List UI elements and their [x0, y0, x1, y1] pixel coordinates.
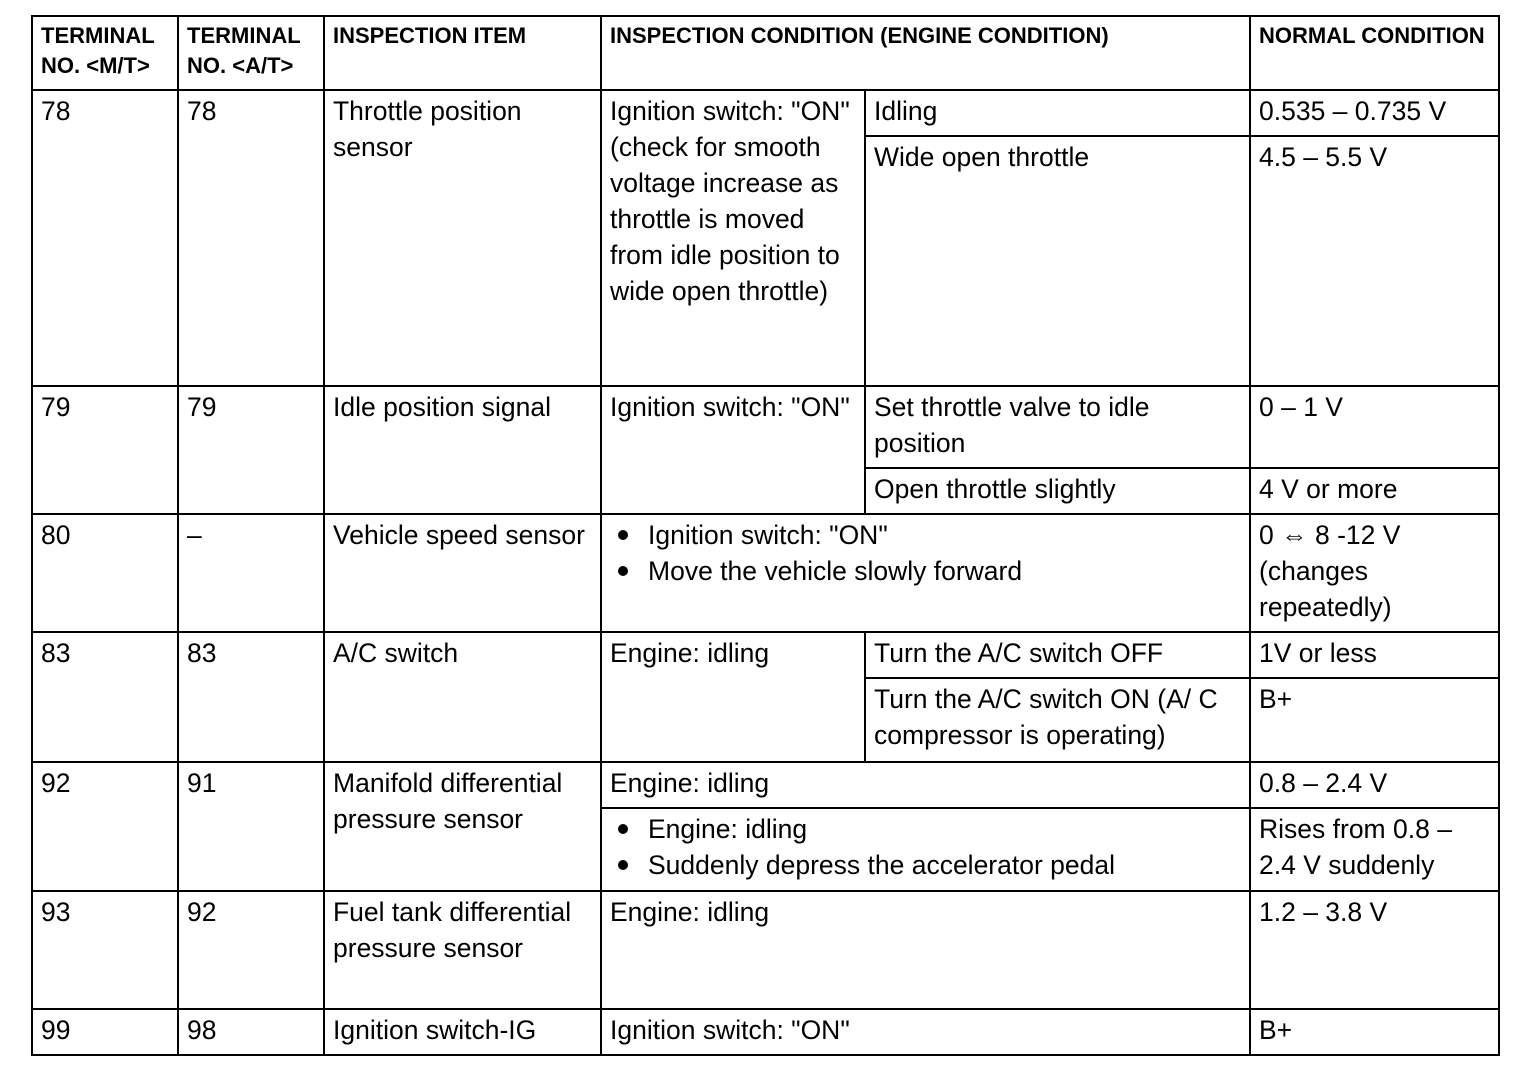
normal-condition-cell: 1.2 – 3.8 V	[1250, 891, 1499, 1009]
header-terminal-mt: TERMINAL NO. <M/T>	[32, 16, 178, 90]
inspection-condition-cell: Ignition switch: "ON"	[601, 386, 865, 514]
header-inspection-item: INSPECTION ITEM	[324, 16, 601, 90]
header-inspection-condition: INSPECTION CONDITION (ENGINE CONDITION)	[601, 16, 1250, 90]
sub-condition-cell: Set throttle valve to idle position	[865, 386, 1250, 468]
bullet-item: Suddenly depress the accelerator pedal	[648, 847, 1241, 883]
normal-condition-cell: B+	[1250, 1009, 1499, 1055]
condition-bullet-list	[610, 811, 1241, 883]
table-row	[32, 90, 1499, 136]
table-row	[32, 386, 1499, 468]
header-terminal-at: TERMINAL NO. <A/T>	[178, 16, 324, 90]
inspection-condition-cell	[601, 514, 1250, 632]
normal-condition-cell: 0 ⇔ 8 -12 V (changes repeatedly)	[1250, 514, 1499, 632]
condition-bullet-list	[610, 517, 1241, 589]
bullet-item: Move the vehicle slowly forward	[648, 553, 1241, 589]
inspection-condition-cell: Ignition switch: "ON"	[601, 1009, 1250, 1055]
inspection-condition-cell: Engine: idling	[601, 762, 1250, 808]
inspection-table	[31, 15, 1500, 1056]
inspection-condition-cell	[601, 808, 1250, 891]
sub-condition-cell: Idling	[865, 90, 1250, 136]
terminal-mt-cell: 83	[32, 632, 178, 762]
inspection-item-cell: A/C switch	[324, 632, 601, 762]
inspection-item-cell: Ignition switch-IG	[324, 1009, 601, 1055]
normal-condition-cell: 0.8 – 2.4 V	[1250, 762, 1499, 808]
inspection-item-cell: Manifold differential pressure sensor	[324, 762, 601, 891]
sub-condition-cell: Wide open throttle	[865, 136, 1250, 386]
terminal-at-cell: 78	[178, 90, 324, 386]
inspection-item-cell: Idle position signal	[324, 386, 601, 514]
terminal-at-cell: 92	[178, 891, 324, 1009]
terminal-mt-cell: 78	[32, 90, 178, 386]
header-row	[32, 16, 1499, 90]
terminal-at-cell: 91	[178, 762, 324, 891]
terminal-at-cell: –	[178, 514, 324, 632]
table-row	[32, 1009, 1499, 1055]
normal-condition-cell: 0.535 – 0.735 V	[1250, 90, 1499, 136]
terminal-mt-cell: 79	[32, 386, 178, 514]
terminal-mt-cell: 80	[32, 514, 178, 632]
terminal-at-cell: 79	[178, 386, 324, 514]
terminal-mt-cell: 93	[32, 891, 178, 1009]
table-row	[32, 514, 1499, 632]
inspection-item-cell: Fuel tank differential pressure sensor	[324, 891, 601, 1009]
table-row	[32, 632, 1499, 678]
terminal-at-cell: 83	[178, 632, 324, 762]
sub-condition-cell: Open throttle slightly	[865, 468, 1250, 514]
inspection-condition-cell: Ignition switch: "ON" (check for smooth voltage increase as throttle is moved from idle position to wide open throttle)	[601, 90, 865, 386]
terminal-at-cell: 98	[178, 1009, 324, 1055]
normal-condition-cell: 0 – 1 V	[1250, 386, 1499, 468]
inspection-condition-cell: Engine: idling	[601, 632, 865, 762]
inspection-condition-cell: Engine: idling	[601, 891, 1250, 1009]
bullet-item: Engine: idling	[648, 811, 1241, 847]
table-row	[32, 891, 1499, 1009]
table-row	[32, 762, 1499, 808]
normal-condition-cell: B+	[1250, 678, 1499, 762]
inspection-item-cell: Vehicle speed sensor	[324, 514, 601, 632]
terminal-mt-cell: 92	[32, 762, 178, 891]
normal-condition-cell: 4.5 – 5.5 V	[1250, 136, 1499, 386]
header-normal-condition: NORMAL CONDITION	[1250, 16, 1499, 90]
terminal-mt-cell: 99	[32, 1009, 178, 1055]
normal-condition-cell: Rises from 0.8 – 2.4 V suddenly	[1250, 808, 1499, 891]
normal-condition-cell: 4 V or more	[1250, 468, 1499, 514]
sub-condition-cell: Turn the A/C switch ON (A/ C compressor is operating)	[865, 678, 1250, 762]
normal-condition-cell: 1V or less	[1250, 632, 1499, 678]
sub-condition-cell: Turn the A/C switch OFF	[865, 632, 1250, 678]
bullet-item: Ignition switch: "ON"	[648, 517, 1241, 553]
inspection-item-cell: Throttle position sensor	[324, 90, 601, 386]
